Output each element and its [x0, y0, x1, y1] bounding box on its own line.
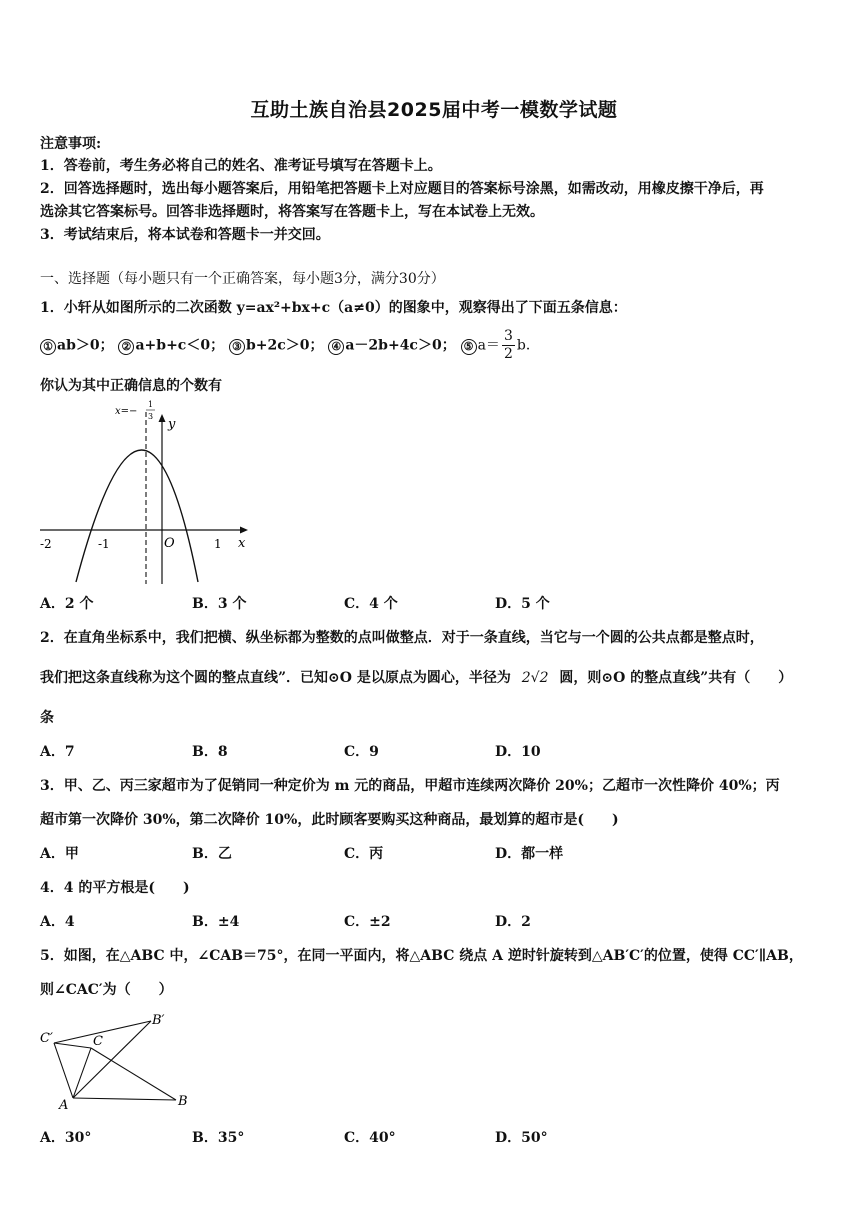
q2-line-2 [40, 667, 792, 687]
info-marker-5: ⑤ [461, 339, 477, 355]
q2-option-d[interactable]: D．10 [495, 744, 541, 760]
q3-option-a[interactable]: A．甲 [40, 846, 79, 862]
tick-label-1: 1 [214, 537, 222, 551]
q2-line-2b: 圆，则⊙O 的整点直线”共有（ ） [559, 670, 793, 686]
q2-option-a[interactable]: A．7 [40, 744, 75, 760]
notice-item-2-cont: 选涂其它答案标号。回答非选择题时，将答案写在答题卡上，写在本试卷上无效。 [40, 204, 544, 220]
q1-option-b[interactable]: B．3 个 [192, 596, 247, 612]
q3-option-c[interactable]: C．丙 [344, 846, 384, 862]
symmetry-axis-label: x=− [115, 406, 138, 417]
section-heading: 一、选择题（每小题只有一个正确答案，每小题3分，满分30分） [40, 271, 445, 287]
parabola-graph [36, 398, 256, 588]
q1-ask: 你认为其中正确信息的个数有 [40, 378, 222, 394]
q1-option-c[interactable]: C．4 个 [344, 596, 398, 612]
origin-label: O [164, 536, 175, 551]
info-marker-3: ③ [229, 339, 245, 355]
q3-option-d[interactable]: D．都一样 [495, 846, 564, 862]
q5-option-c[interactable]: C．40° [344, 1130, 396, 1146]
notice-item-2: 2．回答选择题时，选出每小题答案后，用铅笔把答题卡上对应题目的答案标号涂黑，如需改动，用橡皮擦干净后，再 [40, 181, 764, 197]
info-marker-2: ② [118, 339, 134, 355]
q5-line-2: 则∠CAC′为（ ） [40, 982, 173, 998]
q1-info-2: a+b+c＜0； [135, 337, 225, 354]
segment-a-b-prime [73, 1021, 151, 1098]
parabola-curve [76, 450, 198, 582]
q2-line-3: 条 [40, 710, 54, 726]
segment-c-b [91, 1048, 176, 1100]
vertex-a-label: A [59, 1098, 69, 1113]
vertex-b-prime-label: B′ [152, 1013, 165, 1028]
symmetry-axis-num: 1 [148, 400, 154, 409]
q1-stem: 1．小轩从如图所示的二次函数 y=ax²+bx+c（a≠0）的图象中，观察得出了下面五条信息： [40, 300, 627, 316]
x-axis-arrow-icon [240, 527, 248, 534]
q4-option-d[interactable]: D．2 [495, 914, 531, 930]
fraction-numerator: 3 [503, 328, 513, 344]
info-marker-4: ④ [328, 339, 344, 355]
q1-option-d[interactable]: D．5 个 [495, 596, 550, 612]
q2-option-b[interactable]: B．8 [192, 744, 228, 760]
q1-info-5-tail: b． [516, 337, 540, 354]
q5-line-1: 5．如图，在△ABC 中，∠CAB＝75°，在同一平面内，将△ABC 绕点 A 逆时针旋转到△AB′C′的位置，使得 CC′∥AB， [40, 948, 803, 964]
q2-option-c[interactable]: C．9 [344, 744, 379, 760]
info-marker-1: ① [40, 339, 56, 355]
q3-option-b[interactable]: B．乙 [192, 846, 232, 862]
q1-info-1: ab＞0； [57, 337, 114, 354]
q4-option-c[interactable]: C．±2 [344, 914, 391, 930]
q5-option-b[interactable]: B．35° [192, 1130, 245, 1146]
q3-line-2: 超市第一次降价 30%，第二次降价 10%，此时顾客要购买这种商品，最划算的超市是( ) [40, 812, 619, 828]
q5-option-a[interactable]: A．30° [40, 1130, 92, 1146]
q2-line-1: 2．在直角坐标系中，我们把横、纵坐标都为整数的点叫做整点．对于一条直线，当它与一个圆的公共点都是整点时， [40, 630, 764, 646]
q1-info-3: b+2c＞0； [245, 337, 324, 354]
x-axis-label: x [238, 536, 246, 551]
exam-title: 互助土族自治县2025届中考一模数学试题 [250, 99, 618, 121]
y-axis-arrow-icon [159, 414, 166, 422]
q4-stem: 4．4 的平方根是( ) [40, 880, 190, 896]
q4-option-a[interactable]: A．4 [40, 914, 75, 930]
q5-option-d[interactable]: D．50° [495, 1130, 548, 1146]
symmetry-axis-den: 3 [148, 412, 154, 421]
q4-option-b[interactable]: B．±4 [192, 914, 240, 930]
notice-heading: 注意事项: [40, 136, 102, 152]
fraction-denominator: 2 [503, 346, 513, 362]
segment-c-prime-c [54, 1043, 91, 1048]
q1-info-4: a－2b+4c＞0； [345, 337, 456, 354]
triangle-rotation-figure [36, 1008, 206, 1118]
vertex-c-label: C [93, 1034, 103, 1049]
q1-info-list [40, 328, 540, 363]
vertex-c-prime-label: C′ [40, 1031, 53, 1046]
notice-item-3: 3．考试结束后，将本试卷和答题卡一并交回。 [40, 227, 330, 243]
q3-line-1: 3．甲、乙、丙三家超市为了促销同一种定价为 m 元的商品，甲超市连续两次降价 20%；乙超市一次性降价 40%；丙 [40, 778, 780, 794]
fraction-three-halves [502, 328, 515, 363]
tick-label-neg2: -2 [40, 537, 52, 551]
q2-line-2a: 我们把这条直线称为这个圆的整点直线”．已知⊙O 是以原点为圆心，半径为 [40, 670, 511, 686]
segment-c-prime-a [54, 1043, 73, 1098]
q1-info-5: a＝ [477, 337, 500, 354]
vertex-b-label: B [178, 1094, 188, 1109]
tick-label-neg1: -1 [98, 537, 110, 551]
segment-a-c [73, 1048, 91, 1098]
y-axis-label: y [168, 417, 176, 432]
q2-radius: 2√2 [521, 670, 549, 686]
notice-item-1: 1．答卷前，考生务必将自己的姓名、准考证号填写在答题卡上。 [40, 158, 442, 174]
segment-a-b [73, 1098, 176, 1100]
q1-option-a[interactable]: A．2 个 [40, 596, 94, 612]
